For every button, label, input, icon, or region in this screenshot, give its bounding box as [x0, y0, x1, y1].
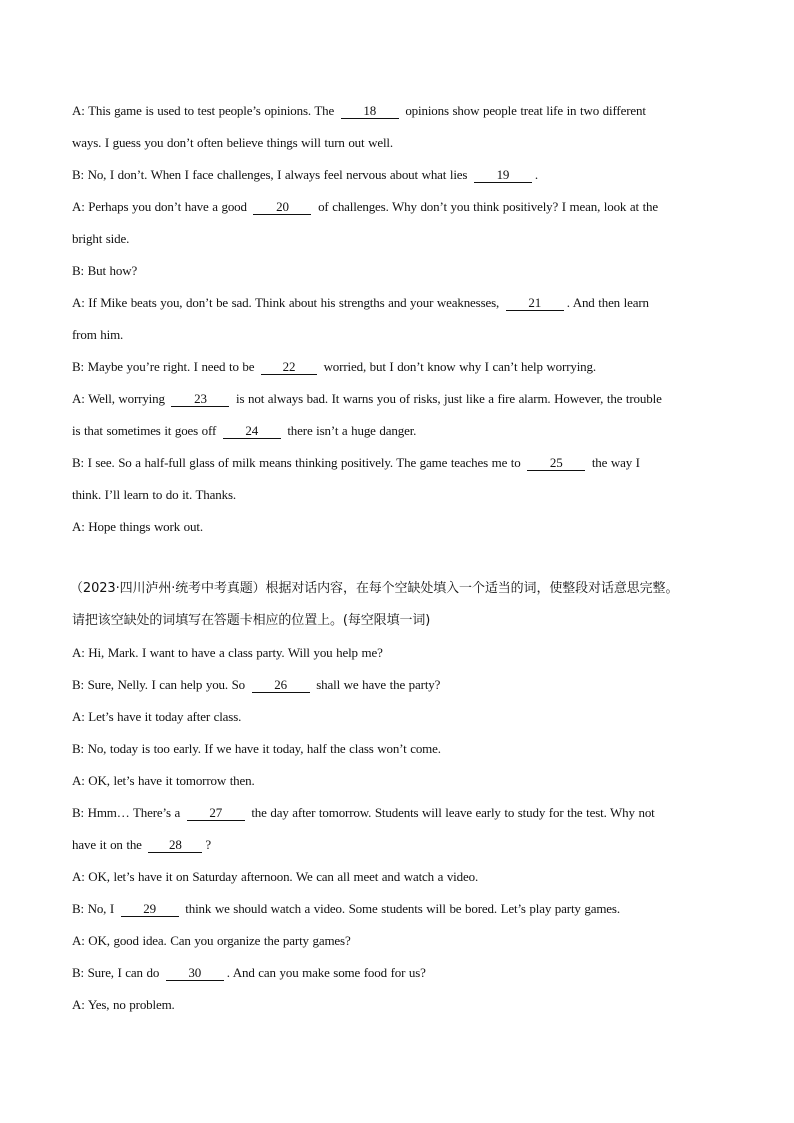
line-text: ? — [205, 837, 212, 852]
line-text: B: No, I don’t. When I face challenges, I always feel nervous about what lies — [72, 167, 471, 182]
line-text: B: But how? — [72, 263, 138, 278]
line-text: opinions show people treat life in two different — [401, 103, 646, 118]
dialogue-line — [72, 287, 752, 319]
dialogue-line — [72, 829, 752, 861]
line-text: is that sometimes it goes off — [72, 423, 220, 438]
line-text: A: Hope things work out. — [72, 519, 203, 534]
line-text: is not always bad. It warns you of risks, just like a fire alarm. However, the trouble — [232, 391, 662, 406]
line-text: B: No, today is too early. If we have it today, half the class won’t come. — [72, 741, 441, 756]
line-text: B: I see. So a half-full glass of milk means thinking positively. The game teaches me to — [72, 455, 525, 470]
line-text: think we should watch a video. Some students will be bored. Let’s play party games. — [181, 901, 620, 916]
line-text: A: OK, let’s have it tomorrow then. — [72, 773, 255, 788]
line-text: A: Let’s have it today after class. — [72, 709, 242, 724]
instruction-line-2: 请把该空缺处的词填写在答题卡相应的位置上。(每空限填一词) — [72, 613, 431, 628]
answer-blank[interactable]: 24 — [223, 424, 281, 439]
dialogue-line — [72, 191, 752, 223]
line-text: think. I’ll learn to do it. Thanks. — [72, 487, 236, 502]
dialogue-section-1 — [72, 95, 752, 543]
answer-blank[interactable]: 28 — [148, 838, 202, 853]
dialogue-line — [72, 255, 752, 287]
line-text: A: Hi, Mark. I want to have a class party. Will you help me? — [72, 645, 383, 660]
line-text: A: Perhaps you don’t have a good — [72, 199, 251, 214]
line-text: shall we have the party? — [312, 677, 441, 692]
dialogue-line — [72, 127, 752, 159]
answer-blank[interactable]: 23 — [171, 392, 229, 407]
answer-blank[interactable]: 19 — [474, 168, 532, 183]
dialogue-line — [72, 893, 752, 925]
question-instructions — [72, 573, 752, 637]
line-text: the way I — [588, 455, 640, 470]
answer-blank[interactable]: 26 — [252, 678, 310, 693]
dialogue-line — [72, 511, 752, 543]
answer-blank[interactable]: 21 — [506, 296, 564, 311]
line-text: . — [534, 167, 539, 182]
dialogue-line — [72, 223, 752, 255]
dialogue-line — [72, 733, 752, 765]
dialogue-line — [72, 479, 752, 511]
dialogue-line — [72, 925, 752, 957]
line-text: B: Hmm… There’s a — [72, 805, 184, 820]
answer-blank[interactable]: 27 — [187, 806, 245, 821]
dialogue-line — [72, 957, 752, 989]
line-text: A: Yes, no problem. — [72, 997, 175, 1012]
document-content — [72, 95, 752, 1021]
line-text: the day after tomorrow. Students will leave early to study for the test. Why not — [247, 805, 655, 820]
dialogue-line — [72, 351, 752, 383]
dialogue-line — [72, 415, 752, 447]
answer-blank[interactable]: 29 — [121, 902, 179, 917]
dialogue-line — [72, 447, 752, 479]
dialogue-line — [72, 95, 752, 127]
section-gap — [72, 543, 752, 573]
line-text: A: Well, worrying — [72, 391, 169, 406]
line-text: B: Sure, I can do — [72, 965, 163, 980]
line-text: B: Sure, Nelly. I can help you. So — [72, 677, 249, 692]
line-text: B: No, I — [72, 901, 118, 916]
dialogue-line — [72, 319, 752, 351]
dialogue-line — [72, 637, 752, 669]
line-text: A: OK, let’s have it on Saturday afternoon. We can all meet and watch a video. — [72, 869, 479, 884]
dialogue-line — [72, 765, 752, 797]
line-text: A: OK, good idea. Can you organize the party games? — [72, 933, 351, 948]
answer-blank[interactable]: 22 — [261, 360, 317, 375]
line-text: ways. I guess you don’t often believe things will turn out well. — [72, 135, 393, 150]
line-text: there isn’t a huge danger. — [283, 423, 417, 438]
instruction-line-1: （2023·四川泸州·统考中考真题）根据对话内容，在每个空缺处填入一个适当的词，使整段对话意思完整。 — [70, 581, 679, 596]
line-text: A: If Mike beats you, don’t be sad. Think about his strengths and your weaknesses, — [72, 295, 503, 310]
dialogue-line — [72, 861, 752, 893]
dialogue-line — [72, 797, 752, 829]
line-text: . And can you make some food for us? — [226, 965, 426, 980]
dialogue-line — [72, 383, 752, 415]
answer-blank[interactable]: 30 — [166, 966, 224, 981]
line-text: B: Maybe you’re right. I need to be — [72, 359, 258, 374]
line-text: have it on the — [72, 837, 146, 852]
line-text: of challenges. Why don’t you think positively? I mean, look at the — [314, 199, 658, 214]
line-text: from him. — [72, 327, 124, 342]
dialogue-line — [72, 989, 752, 1021]
line-text: bright side. — [72, 231, 130, 246]
dialogue-line — [72, 701, 752, 733]
dialogue-line — [72, 669, 752, 701]
answer-blank[interactable]: 25 — [527, 456, 585, 471]
answer-blank[interactable]: 18 — [341, 104, 399, 119]
dialogue-section-2 — [72, 637, 752, 1021]
dialogue-line — [72, 159, 752, 191]
line-text: worried, but I don’t know why I can’t help worrying. — [319, 359, 596, 374]
line-text: A: This game is used to test people’s opinions. The — [72, 103, 338, 118]
line-text: . And then learn — [566, 295, 649, 310]
answer-blank[interactable]: 20 — [253, 200, 311, 215]
